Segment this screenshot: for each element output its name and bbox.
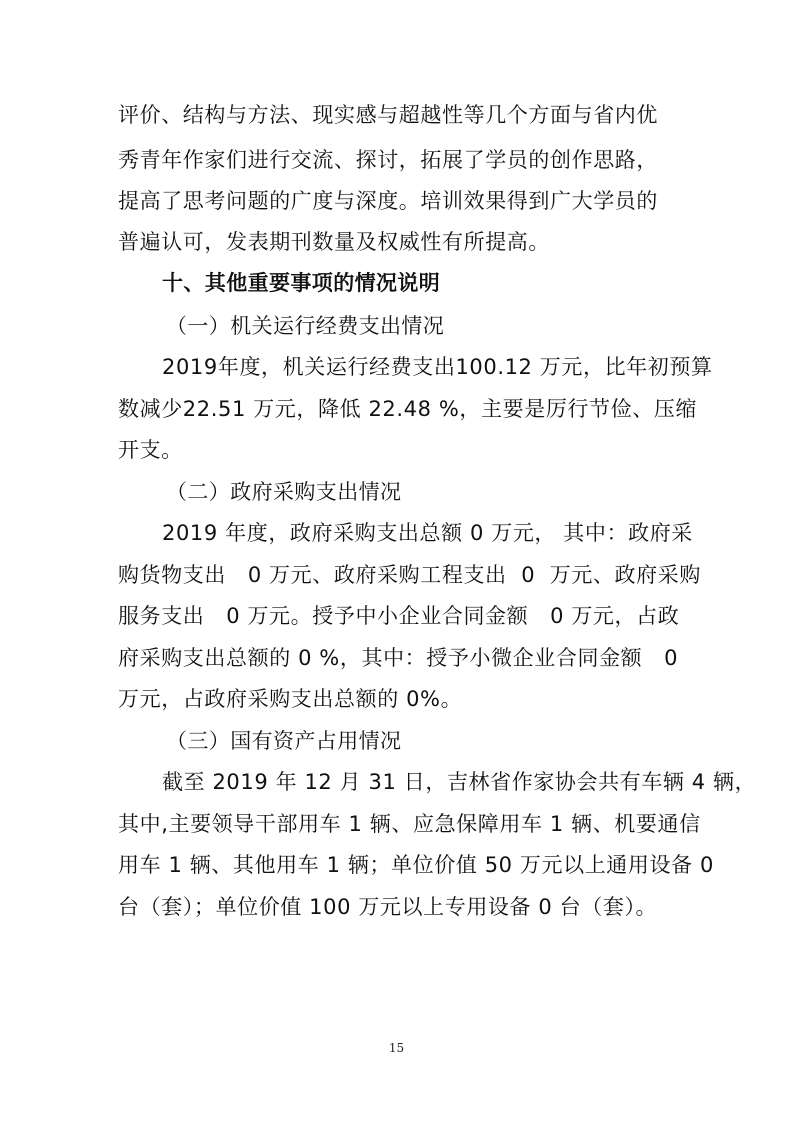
- body-line: 普遍认可，发表期刊数量及权威性有所提高。: [118, 230, 550, 254]
- body-line: 评价、结构与方法、现实感与超越性等几个方面与省内优: [118, 103, 658, 127]
- body-line: 秀青年作家们进行交流、探讨，拓展了学员的创作思路，: [118, 148, 658, 172]
- subsection-heading: （二）政府采购支出情况: [166, 480, 402, 504]
- body-line: 其中,主要领导干部用车 1 辆、应急保障用车 1 辆、机要通信: [118, 812, 701, 836]
- body-line: 用车 1 辆、其他用车 1 辆；单位价值 50 万元以上通用设备 0: [118, 853, 714, 877]
- page-number: 15: [388, 1041, 405, 1055]
- body-line: 服务支出 0 万元。授予中小企业合同金额 0 万元，占政: [118, 604, 680, 628]
- body-line: 台（套）；单位价值 100 万元以上专用设备 0 台（套）。: [118, 895, 658, 919]
- body-line: 购货物支出 0 万元、政府采购工程支出 0 万元、政府采购: [118, 563, 701, 587]
- subsection-heading: （一）机关运行经费支出情况: [166, 314, 445, 338]
- body-line: 2019 年度，政府采购支出总额 0 万元， 其中：政府采: [162, 521, 693, 545]
- body-line: 截至 2019 年 12 月 31 日，吉林省作家协会共有车辆 4 辆，: [162, 770, 757, 794]
- body-line: 数减少22.51 万元，降低 22.48 %，主要是厉行节俭、压缩: [118, 397, 698, 421]
- body-line: 提高了思考问题的广度与深度。培训效果得到广大学员的: [118, 189, 658, 213]
- subsection-heading: （三）国有资产占用情况: [166, 729, 402, 753]
- body-line: 2019年度，机关运行经费支出100.12 万元，比年初预算: [162, 355, 713, 379]
- body-line: 府采购支出总额的 0 %，其中：授予小微企业合同金额 0: [118, 646, 679, 670]
- section-heading: 十、其他重要事项的情况说明: [162, 271, 441, 295]
- body-line: 开支。: [118, 438, 183, 462]
- body-line: 万元，占政府采购支出总额的 0%。: [118, 687, 463, 711]
